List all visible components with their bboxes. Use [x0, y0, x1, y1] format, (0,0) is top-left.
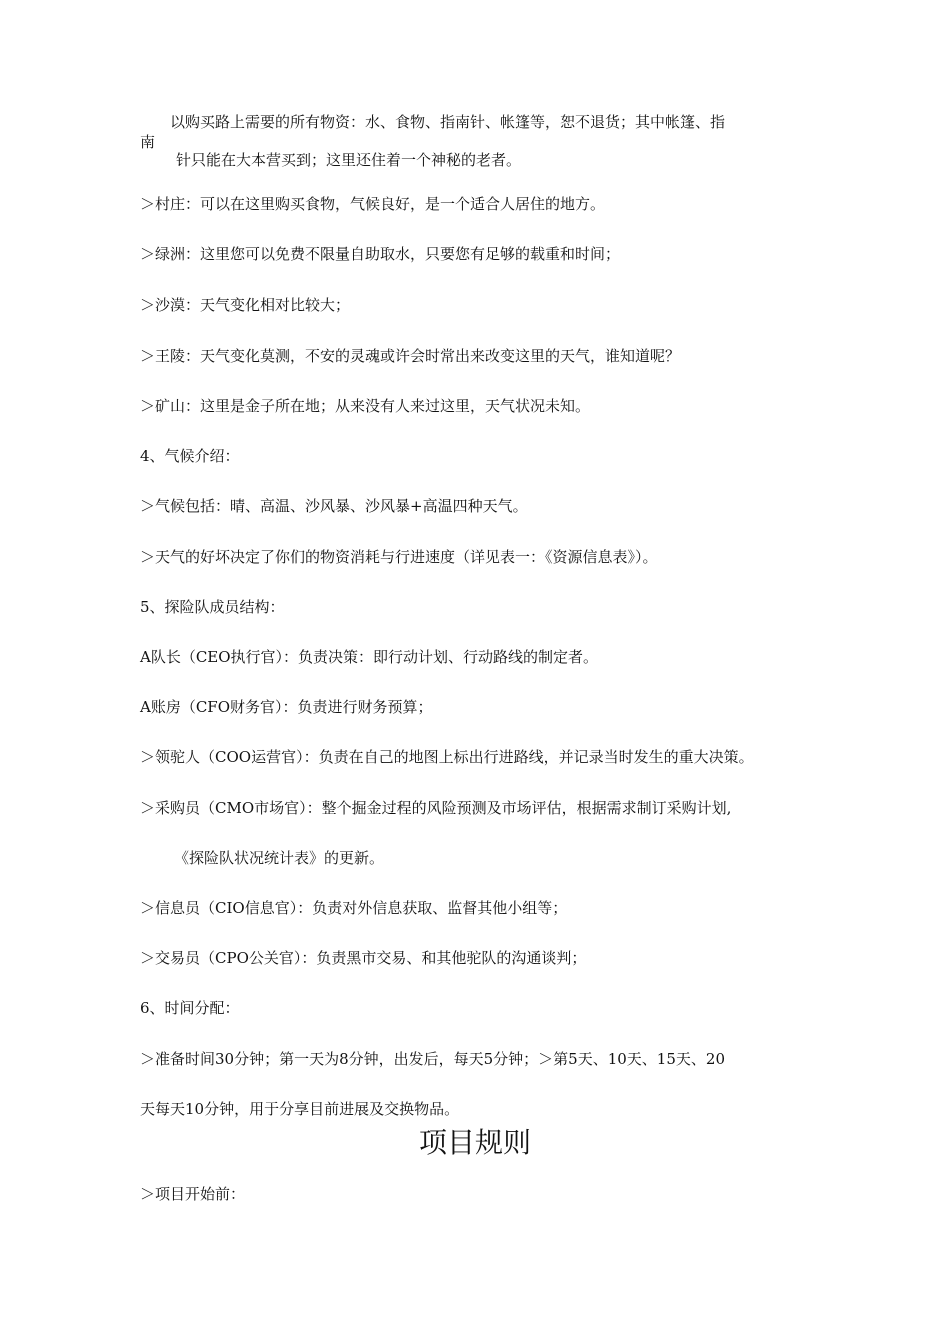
time-allocation-continued: 天每天10分钟，用于分享目前进展及交换物品。: [140, 1100, 460, 1118]
bullet-royal-tomb: ＞王陵：天气变化莫测，不安的灵魂或许会时常出来改变这里的天气，谁知道呢？: [140, 347, 681, 365]
role-cpo: ＞交易员（CPO公关官）：负责黑市交易、和其他驼队的沟通谈判；: [140, 949, 587, 967]
paragraph-line: 以购买路上需要的所有物资：水、食物、指南针、帐篷等，恕不退货；其中帐篷、指: [170, 113, 726, 131]
bullet-village: ＞村庄：可以在这里购买食物，气候良好，是一个适合人居住的地方。: [140, 195, 606, 213]
paragraph-line: 针只能在大本营买到；这里还住着一个神秘的老者。: [176, 151, 522, 169]
bullet-weather-effect: ＞天气的好坏决定了你们的物资消耗与行进速度（详见表一：《资源信息表》）。: [140, 548, 658, 566]
role-ceo: A队长（CEO执行官）：负责决策：即行动计划、行动路线的制定者。: [140, 648, 599, 666]
section-heading-team: 5、探险队成员结构：: [140, 598, 285, 616]
bullet-mine: ＞矿山：这里是金子所在地；从来没有人来过这里，天气状况未知。: [140, 397, 591, 415]
bullet-climate-types: ＞气候包括：晴、高温、沙风暴、沙风暴+高温四种天气。: [140, 497, 528, 515]
paragraph-line: 南: [140, 133, 156, 151]
section-heading-time: 6、时间分配：: [140, 999, 240, 1017]
role-coo: ＞领驼人（COO运营官）：负责在自己的地图上标出行进路线，并记录当时发生的重大决策。: [140, 748, 754, 766]
section-title: 项目规则: [418, 1126, 531, 1159]
bullet-before-start: ＞项目开始前：: [140, 1185, 246, 1203]
role-cmo: ＞采购员（CMO市场官）：整个掘金过程的风险预测及市场评估，根据需求制订采购计划,: [140, 799, 732, 817]
section-heading-climate: 4、气候介绍：: [140, 447, 240, 465]
bullet-oasis: ＞绿洲：这里您可以免费不限量自助取水，只要您有足够的载重和时间；: [140, 245, 621, 263]
time-allocation: ＞准备时间30分钟；第一天为8分钟，出发后，每天5分钟；＞第5天、10天、15天、20: [140, 1050, 725, 1068]
role-cfo: A账房（CFO财务官）：负责进行财务预算；: [140, 698, 433, 716]
role-cio: ＞信息员（CIO信息官）：负责对外信息获取、监督其他小组等；: [140, 899, 568, 917]
bullet-desert: ＞沙漠：天气变化相对比较大；: [140, 296, 351, 314]
role-cmo-continued: 《探险队状况统计表》的更新。: [174, 849, 385, 867]
